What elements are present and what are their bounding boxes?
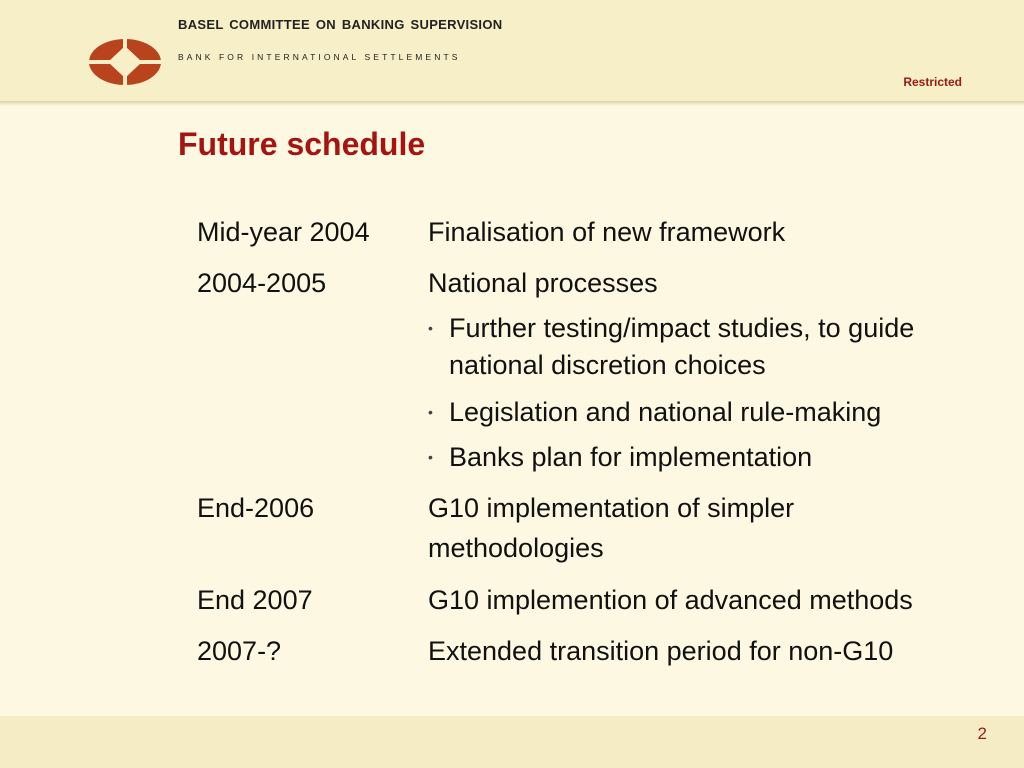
bullet-list [428, 310, 1007, 476]
schedule-date: End-2006 [197, 493, 315, 523]
bullet-icon: • [428, 449, 433, 465]
bis-logo-icon [88, 38, 162, 86]
schedule-description: Extended transition period for non-G10 [428, 636, 894, 666]
list-item [428, 310, 1007, 384]
header-divider [0, 101, 1024, 106]
schedule-row [197, 631, 1007, 671]
organization-subtitle: BANK FOR INTERNATIONAL SETTLEMENTS [178, 52, 461, 62]
schedule-description: G10 implemention of advanced methods [428, 585, 913, 615]
bullet-icon: • [428, 404, 433, 420]
organization-name: BASEL COMMITTEE ON BANKING SUPERVISION [178, 17, 503, 32]
schedule-description: Finalisation of new framework [428, 217, 786, 247]
bullet-text: Banks plan for implementation [449, 442, 813, 472]
schedule-description: National processes [428, 268, 658, 298]
schedule-date: 2007-? [197, 636, 282, 666]
classification-label: Restricted [903, 75, 962, 89]
schedule-row [197, 263, 1007, 303]
schedule-date: Mid-year 2004 [197, 217, 370, 247]
schedule-row [197, 488, 1007, 568]
schedule-description: G10 implementation of simpler methodologies [428, 493, 795, 563]
bullet-text: Further testing/impact studies, to guide national discretion choices [449, 313, 915, 380]
slide-footer [0, 716, 1024, 768]
list-item [428, 394, 1007, 431]
schedule-date: End 2007 [197, 585, 313, 615]
schedule-row [197, 212, 1007, 252]
bullet-text: Legislation and national rule-making [449, 397, 882, 427]
list-item [428, 439, 1007, 476]
slide-header [0, 0, 1024, 101]
schedule-date: 2004-2005 [197, 268, 327, 298]
page-number: 2 [977, 724, 987, 743]
schedule-row [197, 580, 1007, 620]
slide-title: Future schedule [178, 126, 426, 162]
bullet-icon: • [428, 320, 433, 336]
schedule-table [197, 212, 1007, 671]
